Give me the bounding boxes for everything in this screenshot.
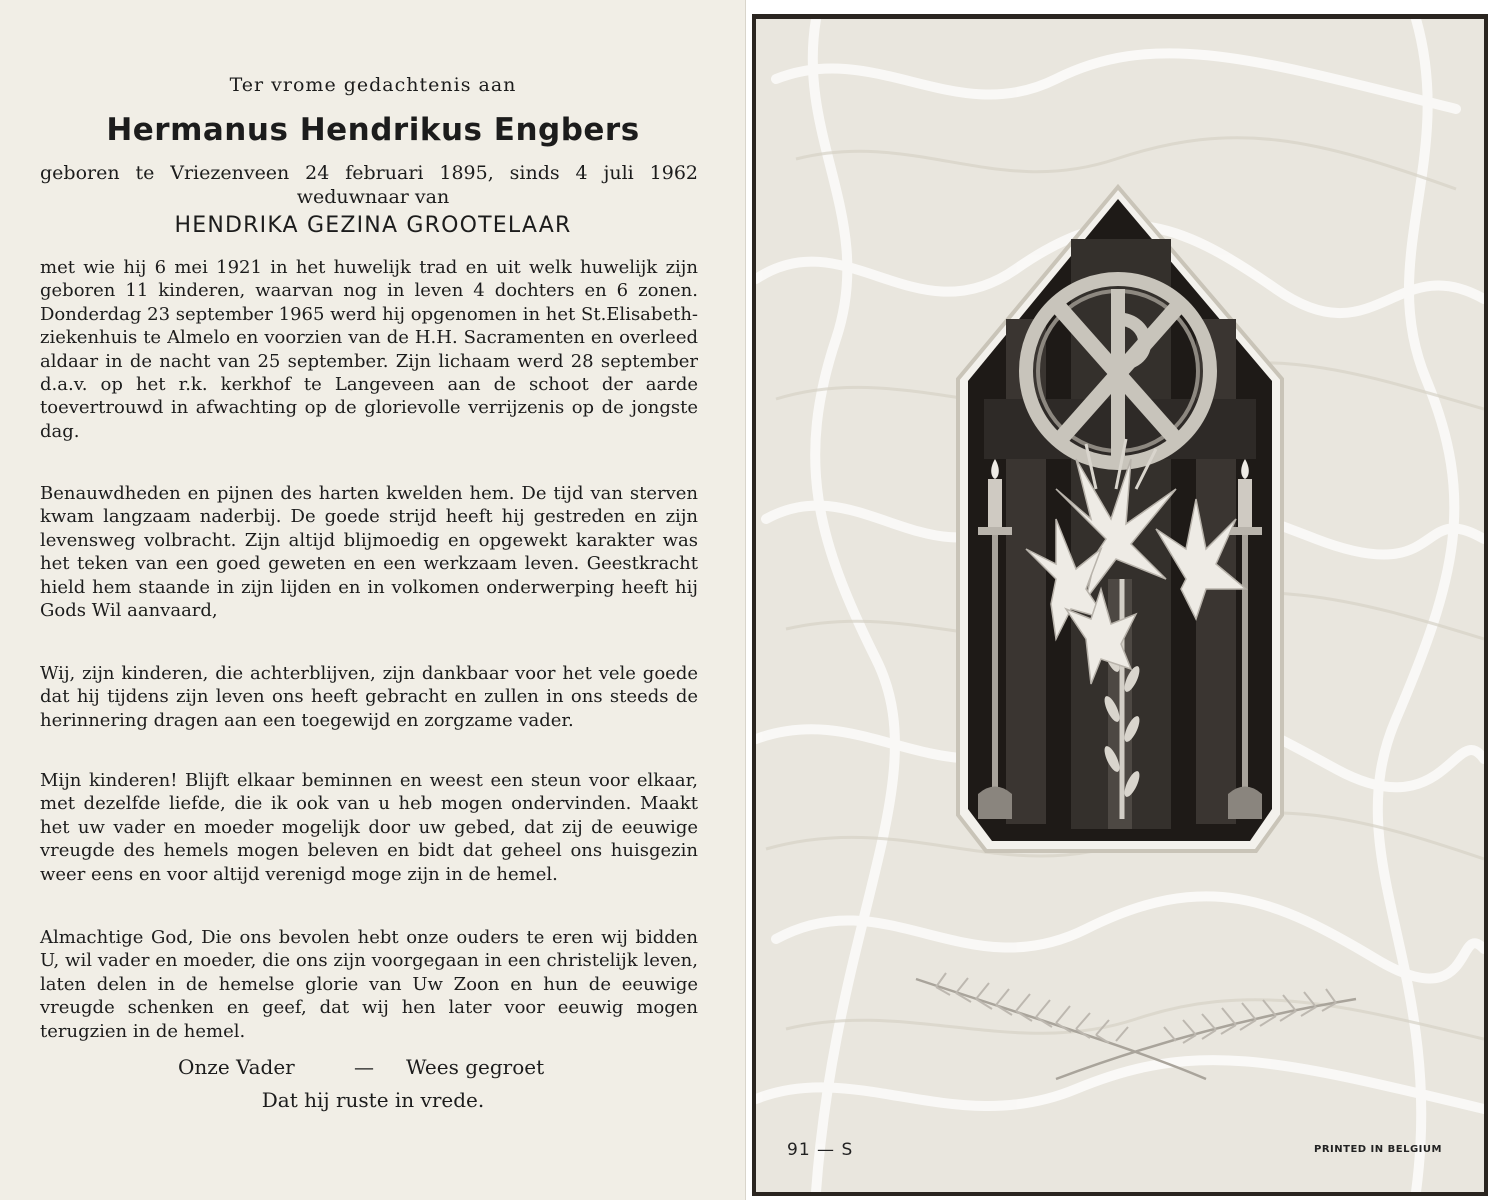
spouse-name: HENDRIKA GEZINA GROOTELAAR — [174, 213, 572, 238]
deceased-name: Hermanus Hendrikus Engbers — [106, 112, 640, 148]
prayer-our-father: Onze Vader — [178, 1055, 295, 1079]
intro-line: Ter vrome gedachtenis aan — [229, 74, 517, 96]
crossed-palm-branches-icon — [756, 19, 1484, 1192]
image-side-paper — [756, 19, 1484, 1192]
prayer-hail-mary: Wees gegroet — [406, 1055, 545, 1079]
card-number-label: 91 — S — [787, 1140, 854, 1160]
paragraph-children: Wij, zijn kinderen, die achterblijven, zijn dankbaar voor het vele goede dat hij tijdens zijn leven ons heeft gebracht en zullen in ons steeds de herinnering dragen aan een toegewijd en zorgzame vader. — [40, 663, 698, 731]
birth-line: geboren te Vriezenveen 24 februari 1895, sinds 4 juli 1962 — [40, 162, 698, 184]
paragraph-suffering: Benauwdheden en pijnen des harten kwelden hem. De tijd van sterven kwam langzaam naderbij. De goede strijd heeft hij gestreden en zijn levensweg volbracht. Zijn altijd blijmoedig en opgewekt karakter was het teken van een goed geweten en een werkzaam leven. Geestkracht hield hem staande in zijn lijden en in volkomen onderwerping heeft hij Gods Wil aanvaard, — [40, 483, 698, 622]
memorial-card-image-side — [752, 14, 1488, 1196]
paragraph-prayer: Almachtige God, Die ons bevolen hebt onze ouders te eren wij bidden U, wil vader en moeder, die ons zijn voorgegaan in een christelijk leven, laten delen in de hemelse glorie van Uw Zoon en hun de eeuwige vreugde schenken en geef, dat wij hen later voor eeuwig mogen terugzien in de hemel. — [40, 927, 698, 1042]
paragraph-exhortation: Mijn kinderen! Blijft elkaar beminnen en weest een steun voor elkaar, met dezelfde liefde, die ik ook van u heb mogen ondervinden. Maakt het uw vader en moeder mogelijk door uw gebed, dat zij de eeuwige vreugde des hemels mogen beleven en bidt dat geheel ons huisgezin weer eens en voor altijd verenigd moge zijn in de hemel. — [40, 770, 698, 885]
memorial-card-text-side — [0, 0, 746, 1200]
widower-line: weduwnaar van — [296, 186, 450, 208]
paragraph-life: met wie hij 6 mei 1921 in het huwelijk trad en uit welk huwelijk zijn geboren 11 kinderen, waarvan nog in leven 4 dochters en 6 zonen. Donderdag 23 september 1965 werd hij opgenomen in het St.Elisabeth-ziekenhuis te Almelo en voorzien van de H.H. Sacramenten en overleed aldaar in de nacht van 25 september. Zijn lichaam werd 28 september d.a.v. op het r.k. kerkhof te Langeveen aan de schoot der aarde toevertrouwd in afwachting op de glorievolle verrijzenis op de jongste dag. — [40, 257, 698, 442]
prayer-separator: — — [354, 1055, 374, 1079]
printed-in-label: PRINTED IN BELGIUM — [1314, 1144, 1442, 1155]
rest-in-peace-line: Dat hij ruste in vrede. — [261, 1088, 485, 1112]
